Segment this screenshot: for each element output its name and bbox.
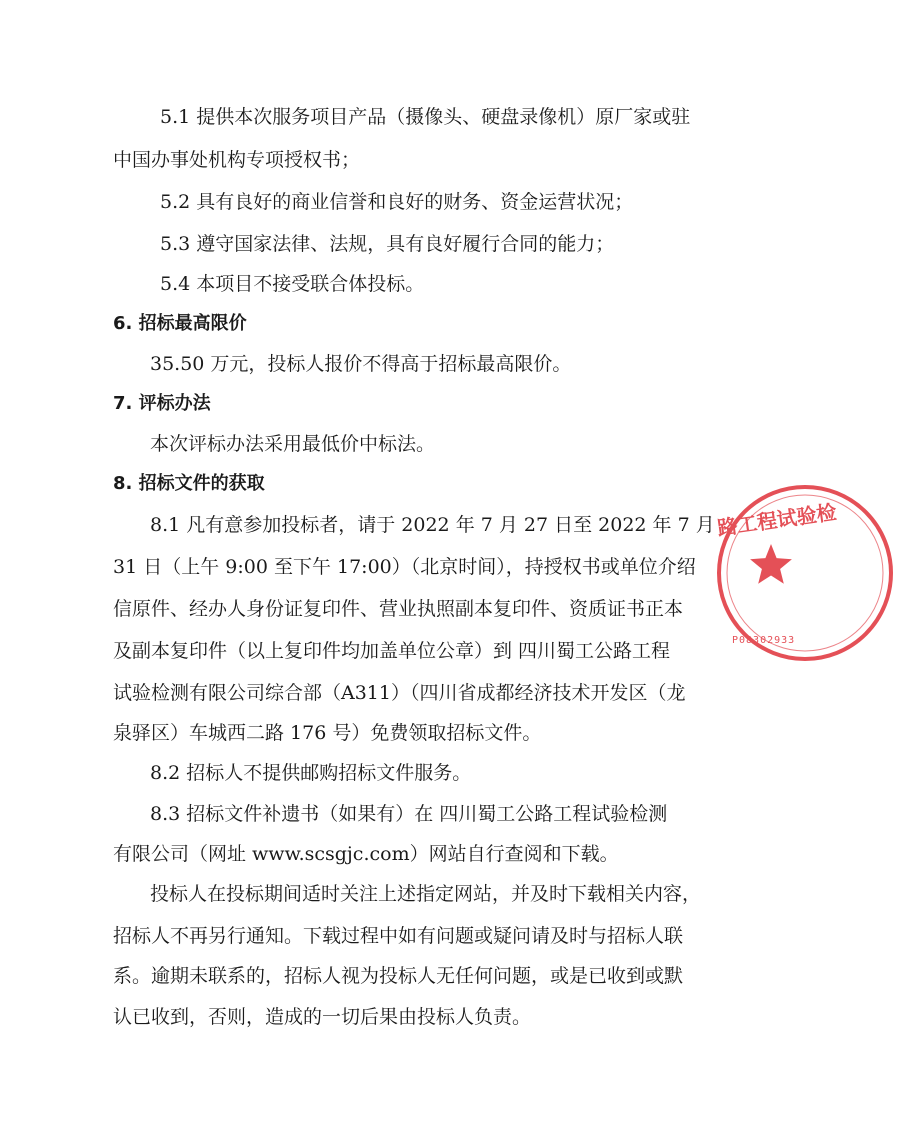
clause-8-2: 8.2 招标人不提供邮购招标文件服务。 [150,762,472,784]
clause-8-1-line-1: 8.1 凡有意参加投标者，请于 2022 年 7 月 27 日至 2022 年 7 月 [150,514,715,536]
heading-7-evaluation: 7. 评标办法 [113,393,211,414]
clause-8-1-line-6: 泉驿区）车城西二路 176 号）免费领取招标文件。 [113,722,542,744]
seal-star-icon [750,544,792,584]
notice-line-1: 投标人在投标期间适时关注上述指定网站，并及时下载相关内容， [150,883,702,905]
clause-6-text: 35.50 万元，投标人报价不得高于招标最高限价。 [150,353,572,375]
clause-8-3-line-2: 有限公司（网址 www.scsgjc.com）网站自行查阅和下载。 [113,843,619,865]
notice-line-3: 系。逾期未联系的，招标人视为投标人无任何问题，或是已收到或默 [113,965,684,987]
clause-7-text: 本次评标办法采用最低价中标法。 [150,433,436,455]
clause-8-3-line-1: 8.3 招标文件补遗书（如果有）在 四川蜀工公路工程试验检测 [150,803,668,825]
company-seal [710,478,900,668]
clause-5-3: 5.3 遵守国家法律、法规，具有良好履行合同的能力； [160,233,615,255]
notice-line-4: 认已收到，否则，造成的一切后果由投标人负责。 [113,1006,532,1028]
seal-arc-text: 路工程试验检 [715,499,839,541]
heading-6-max-price: 6. 招标最高限价 [113,313,247,334]
clause-5-2: 5.2 具有良好的商业信誉和良好的财务、资金运营状况； [160,191,634,213]
heading-8-documents: 8. 招标文件的获取 [113,473,265,494]
clause-8-1-line-4: 及副本复印件（以上复印件均加盖单位公章）到 四川蜀工公路工程 [113,640,671,662]
notice-line-2: 招标人不再另行通知。下载过程中如有问题或疑问请及时与招标人联 [113,925,684,947]
clause-5-1-line-2: 中国办事处机构专项授权书； [113,149,361,171]
seal-code-text: P08302933 [732,635,796,646]
clause-8-1-line-5: 试验检测有限公司综合部（A311）（四川省成都经济技术开发区（龙 [113,682,686,704]
clause-8-1-line-3: 信原件、经办人身份证复印件、营业执照副本复印件、资质证书正本 [113,598,684,620]
clause-5-1-line-1: 5.1 提供本次服务项目产品（摄像头、硬盘录像机）原厂家或驻 [160,106,691,128]
clause-5-4: 5.4 本项目不接受联合体投标。 [160,273,425,295]
clause-8-1-line-2: 31 日（上午 9:00 至下午 17:00）（北京时间），持授权书或单位介绍 [113,556,696,578]
